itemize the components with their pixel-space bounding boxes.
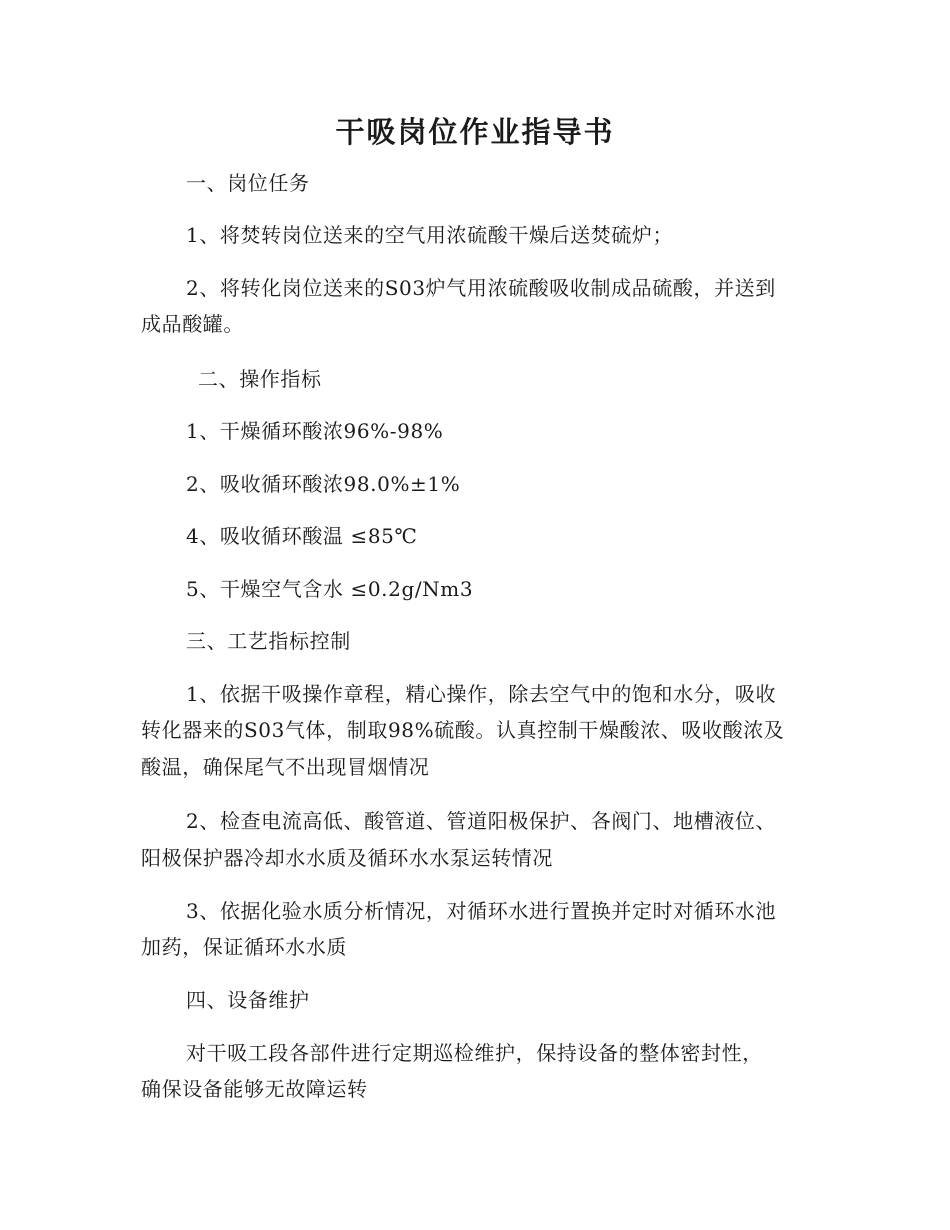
paragraph-line: 2、检查电流高低、酸管道、管道阳极保护、各阀门、地槽液位、	[186, 809, 777, 833]
paragraph-line: 1、依据干吸操作章程，精心操作，除去空气中的饱和水分，吸收	[186, 682, 777, 706]
paragraph-line: 5、干燥空气含水 ≤0.2g/Nm3	[186, 577, 474, 601]
paragraph-line: 2、将转化岗位送来的S03炉气用浓硫酸吸收制成品硫酸，并送到	[186, 276, 776, 300]
paragraph-line: 2、吸收循环酸浓98.0%±1%	[186, 472, 461, 496]
section-heading-2: 二、操作指标	[198, 367, 322, 391]
paragraph-line: 阳极保护器冷却水水质及循环水水泵运转情况	[141, 846, 553, 870]
section-heading-4: 四、设备维护	[186, 988, 310, 1012]
paragraph-line: 转化器来的S03气体，制取98%硫酸。认真控制干燥酸浓、吸收酸浓及	[141, 718, 785, 742]
section-heading-1: 一、岗位任务	[186, 171, 310, 195]
paragraph-line: 4、吸收循环酸温 ≤85℃	[186, 524, 418, 548]
section-heading-3: 三、工艺指标控制	[186, 629, 351, 653]
paragraph-line: 成品酸罐。	[141, 312, 244, 336]
paragraph-line: 1、干燥循环酸浓96%-98%	[186, 419, 444, 443]
paragraph-line: 加药，保证循环水水质	[141, 935, 347, 959]
paragraph-line: 酸温，确保尾气不出现冒烟情况	[141, 755, 430, 779]
paragraph-line: 1、将焚转岗位送来的空气用浓硫酸干燥后送焚硫炉；	[186, 223, 674, 247]
paragraph-line: 3、依据化验水质分析情况，对循环水进行置换并定时对循环水池	[186, 899, 777, 923]
paragraph-line: 确保设备能够无故障运转	[141, 1077, 368, 1101]
document-title: 干吸岗位作业指导书	[335, 115, 615, 149]
paragraph-line: 对干吸工段各部件进行定期巡检维护，保持设备的整体密封性，	[186, 1041, 763, 1065]
